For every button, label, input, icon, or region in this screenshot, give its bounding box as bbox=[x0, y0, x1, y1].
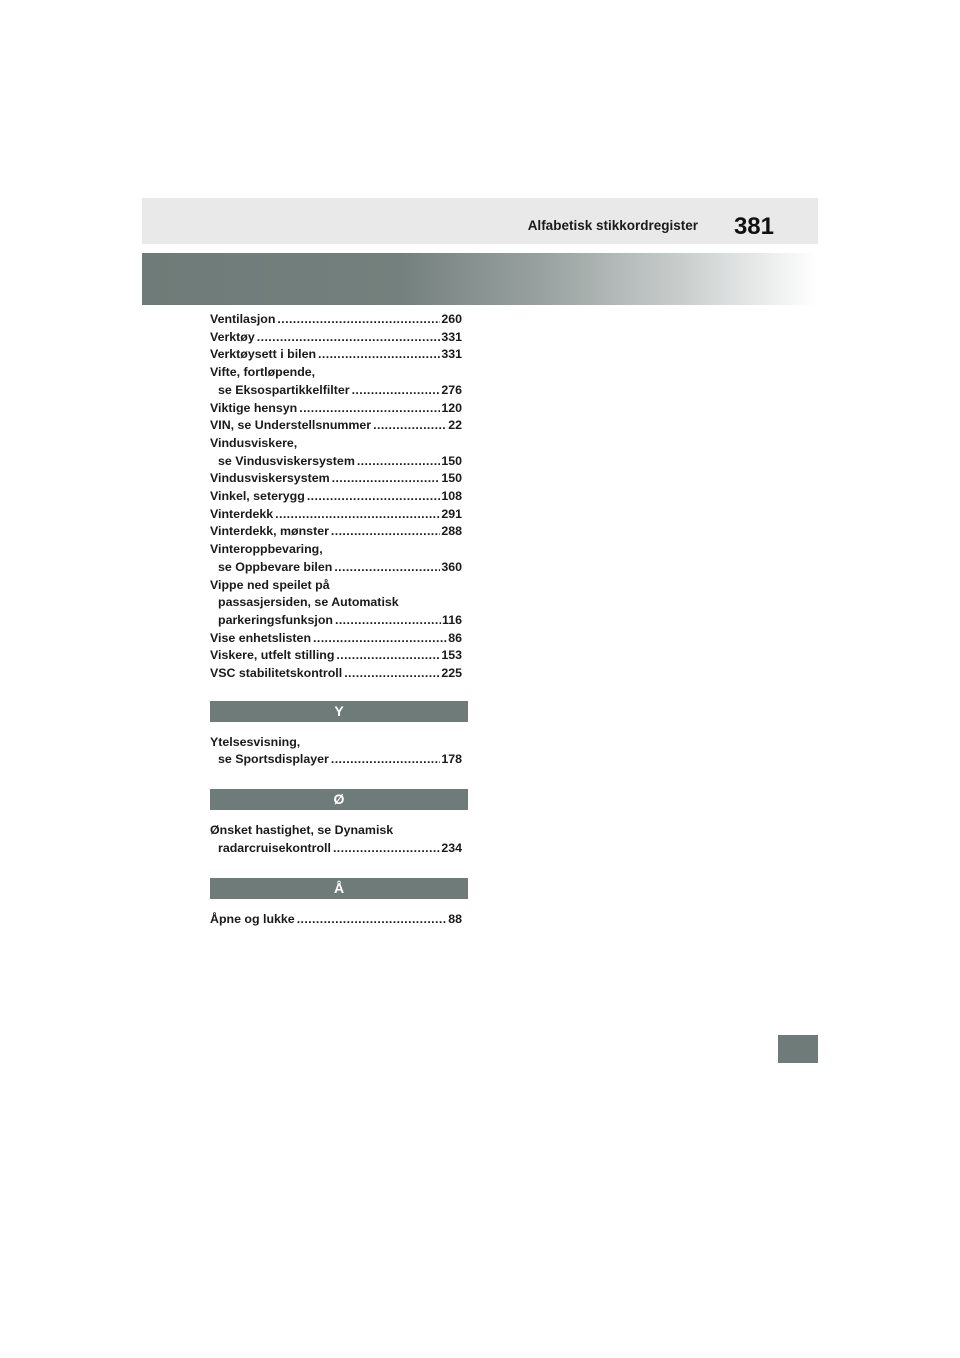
dot-leader bbox=[277, 311, 440, 329]
index-entry-text: Åpne og lukke bbox=[210, 911, 295, 926]
index-entry-line bbox=[210, 382, 470, 400]
index-entry-page: 331 bbox=[441, 347, 462, 362]
index-entry-text: Vippe ned speilet på bbox=[210, 577, 330, 592]
index-entry bbox=[210, 630, 470, 648]
index-entry-text: passasjersiden, se Automatisk bbox=[218, 595, 399, 610]
dot-leader bbox=[331, 523, 440, 541]
index-entry-line bbox=[210, 630, 470, 648]
index-entry-line bbox=[210, 435, 470, 453]
index-entry-page: 225 bbox=[441, 666, 462, 681]
index-entry-text: Vifte, fortløpende, bbox=[210, 365, 316, 380]
index-entry-page: 360 bbox=[441, 559, 462, 574]
dot-leader bbox=[275, 506, 440, 524]
index-entry bbox=[210, 541, 470, 576]
dot-leader bbox=[334, 559, 440, 577]
index-entry-page: 288 bbox=[441, 524, 462, 539]
dot-leader bbox=[336, 647, 440, 665]
dot-leader bbox=[257, 329, 441, 347]
dot-leader bbox=[313, 630, 447, 648]
index-entry-page: 150 bbox=[441, 471, 462, 486]
index-entry-line bbox=[210, 329, 470, 347]
index-entry-page: 120 bbox=[441, 400, 462, 415]
index-entry-text: Vinkel, seterygg bbox=[210, 489, 305, 504]
dot-leader bbox=[357, 453, 440, 471]
chapter-tab bbox=[778, 1035, 818, 1063]
index-entry bbox=[210, 417, 470, 435]
index-entry-text: Verktøysett i bilen bbox=[210, 347, 317, 362]
index-entry bbox=[210, 329, 470, 347]
index-entry-line bbox=[210, 506, 470, 524]
dot-leader bbox=[344, 665, 440, 683]
index-list-y bbox=[210, 734, 470, 769]
index-entry-page: 150 bbox=[441, 453, 462, 468]
index-entry bbox=[210, 506, 470, 524]
index-entry bbox=[210, 911, 470, 929]
index-entry-page: 86 bbox=[448, 630, 462, 645]
index-entry bbox=[210, 364, 470, 399]
index-entry-line bbox=[210, 559, 470, 577]
index-entry-line bbox=[210, 417, 470, 435]
index-entry-text: Vindusviskersystem bbox=[210, 471, 330, 486]
index-entry-text: Vinteroppbevaring, bbox=[210, 542, 323, 557]
section-header-o-slash: Ø bbox=[210, 789, 468, 810]
index-entry-line bbox=[210, 594, 470, 612]
page-number: 381 bbox=[733, 213, 774, 240]
dot-leader bbox=[297, 911, 448, 929]
index-entry-line bbox=[210, 665, 470, 683]
decorative-gradient-band bbox=[142, 253, 818, 305]
index-entry-page: 331 bbox=[441, 329, 462, 344]
index-entry-text: parkeringsfunksjon bbox=[218, 612, 333, 627]
index-column bbox=[210, 311, 470, 928]
index-entry bbox=[210, 435, 470, 470]
dot-leader bbox=[335, 612, 441, 630]
index-entry-line bbox=[210, 911, 470, 929]
index-entry-page: 234 bbox=[441, 840, 462, 855]
index-entry-text: se Vindusviskersystem bbox=[218, 453, 355, 468]
index-entry-line bbox=[210, 523, 470, 541]
index-entry bbox=[210, 822, 470, 857]
index-list-v bbox=[210, 311, 470, 683]
index-entry bbox=[210, 400, 470, 418]
index-entry-text: Verktøy bbox=[210, 329, 255, 344]
index-entry bbox=[210, 311, 470, 329]
index-entry-line bbox=[210, 734, 470, 752]
index-list-a-ring bbox=[210, 911, 470, 929]
index-entry-page: 22 bbox=[448, 418, 462, 433]
index-entry-line bbox=[210, 822, 470, 840]
index-entry-line bbox=[210, 577, 470, 595]
index-entry bbox=[210, 577, 470, 630]
index-entry-line bbox=[210, 364, 470, 382]
dot-leader bbox=[299, 400, 440, 418]
index-entry-page: 291 bbox=[441, 506, 462, 521]
index-entry-line bbox=[210, 612, 470, 630]
dot-leader bbox=[333, 840, 440, 858]
index-list-o-slash bbox=[210, 822, 470, 857]
index-entry-line bbox=[210, 541, 470, 559]
index-entry-page: 108 bbox=[441, 489, 462, 504]
index-entry-text: Ønsket hastighet, se Dynamisk bbox=[210, 823, 394, 838]
index-entry-text: Ytelsesvisning, bbox=[210, 734, 301, 749]
index-entry bbox=[210, 470, 470, 488]
dot-leader bbox=[331, 751, 440, 769]
index-entry-line bbox=[210, 840, 470, 858]
index-entry-page: 88 bbox=[448, 911, 462, 926]
index-entry-line bbox=[210, 647, 470, 665]
index-entry bbox=[210, 734, 470, 769]
index-entry-text: VIN, se Understellsnummer bbox=[210, 418, 372, 433]
index-entry-line bbox=[210, 488, 470, 506]
index-entry-text: Vise enhetslisten bbox=[210, 630, 312, 645]
index-entry-text: Vinterdekk bbox=[210, 506, 274, 521]
index-entry-text: Viktige hensyn bbox=[210, 400, 298, 415]
dot-leader bbox=[318, 346, 440, 364]
page-header bbox=[142, 198, 818, 244]
index-entry-text: se Oppbevare bilen bbox=[218, 559, 333, 574]
index-entry-line bbox=[210, 311, 470, 329]
section-header-y: Y bbox=[210, 701, 468, 722]
index-entry-line bbox=[210, 346, 470, 364]
index-entry bbox=[210, 523, 470, 541]
index-entry-text: Vinterdekk, mønster bbox=[210, 524, 329, 539]
index-entry-text: se Eksospartikkelfilter bbox=[218, 382, 350, 397]
index-entry-text: Ventilasjon bbox=[210, 312, 276, 326]
index-entry bbox=[210, 488, 470, 506]
index-entry bbox=[210, 346, 470, 364]
dot-leader bbox=[373, 417, 447, 435]
index-entry-page: 116 bbox=[442, 612, 462, 627]
index-entry-page: 260 bbox=[441, 312, 462, 326]
index-entry bbox=[210, 665, 470, 683]
header-title: Alfabetisk stikkordregister bbox=[527, 218, 698, 233]
index-entry-line bbox=[210, 453, 470, 471]
index-entry-text: se Sportsdisplayer bbox=[218, 752, 329, 767]
index-entry-text: radarcruisekontroll bbox=[218, 840, 331, 855]
index-entry-page: 276 bbox=[441, 382, 462, 397]
index-entry-text: Vindusviskere, bbox=[210, 435, 298, 450]
index-entry-line bbox=[210, 751, 470, 769]
index-entry-page: 153 bbox=[441, 648, 462, 663]
index-entry-line bbox=[210, 470, 470, 488]
index-entry-text: VSC stabilitetskontroll bbox=[210, 666, 343, 681]
index-entry-text: Viskere, utfelt stilling bbox=[210, 648, 335, 663]
dot-leader bbox=[332, 470, 441, 488]
dot-leader bbox=[307, 488, 441, 506]
index-entry-page: 178 bbox=[441, 752, 462, 767]
index-entry bbox=[210, 647, 470, 665]
dot-leader bbox=[352, 382, 441, 400]
section-header-a-ring: Å bbox=[210, 878, 468, 899]
index-entry-line bbox=[210, 400, 470, 418]
